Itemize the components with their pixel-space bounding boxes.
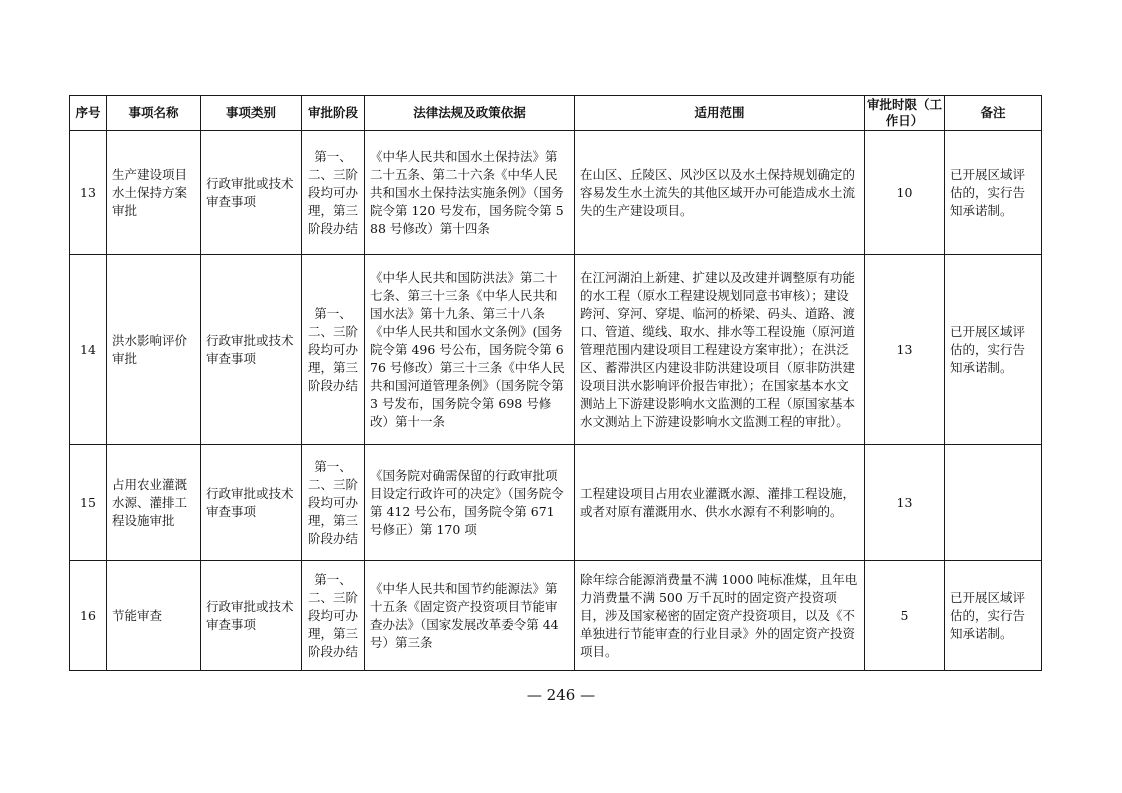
cell-note: 已开展区域评估的，实行告知承诺制。 (945, 255, 1042, 445)
cell-stage: 第一、二、三阶段均可办理，第三阶段办结 (302, 255, 365, 445)
cell-law: 《中华人民共和国节约能源法》第十五条《固定资产投资项目节能审查办法》（国家发展改革委令第 44 号）第三条 (365, 561, 575, 671)
cell-type: 行政审批或技术审查事项 (201, 445, 302, 561)
header-scope: 适用范围 (575, 96, 865, 131)
header-type: 事项类别 (201, 96, 302, 131)
cell-scope: 在江河湖泊上新建、扩建以及改建并调整原有功能的水工程（原水工程建设规划同意书审核）；建设跨河、穿河、穿堤、临河的桥梁、码头、道路、渡口、管道、缆线、取水、排水等工程设施（原河道管理范围内建设项目工程建设方案审批）；在洪泛区、蓄滞洪区内建设非防洪建设项目（原非防洪建设项目洪水影响评价报告审批）；在国家基本水文测站上下游建设影响水文监测的工程（原国家基本水文测站上下游建设影响水文监测工程的审批）。 (575, 255, 865, 445)
table-row (70, 131, 1042, 255)
table-header-row (70, 96, 1042, 131)
cell-note (945, 445, 1042, 561)
table-row (70, 255, 1042, 445)
header-stage: 审批阶段 (302, 96, 365, 131)
cell-law: 《中华人民共和国防洪法》第二十七条、第三十三条《中华人民共和国水法》第十九条、第三十八条《中华人民共和国水文条例》(国务院令第 496 号公布，国务院令第 676 号修改）第三十三条《中华人民共和国河道管理条例》（国务院令第 3 号发布，国务院令第 698 号修改）第十一条 (365, 255, 575, 445)
header-seq: 序号 (70, 96, 107, 131)
table-row (70, 445, 1042, 561)
cell-seq: 14 (70, 255, 107, 445)
cell-type: 行政审批或技术审查事项 (201, 561, 302, 671)
cell-note: 已开展区域评估的，实行告知承诺制。 (945, 131, 1042, 255)
cell-scope: 除年综合能源消费量不满 1000 吨标准煤，且年电力消费量不满 500 万千瓦时的固定资产投资项目，涉及国家秘密的固定资产投资项目，以及《不单独进行节能审查的行业目录》外的固定资产投资项目。 (575, 561, 865, 671)
cell-days: 13 (865, 445, 945, 561)
cell-name: 节能审查 (107, 561, 201, 671)
table-row (70, 561, 1042, 671)
cell-law: 《中华人民共和国水土保持法》第二十五条、第二十六条《中华人民共和国水土保持法实施条例》（国务院令第 120 号发布，国务院令第 588 号修改）第十四条 (365, 131, 575, 255)
cell-note: 已开展区域评估的，实行告知承诺制。 (945, 561, 1042, 671)
cell-seq: 15 (70, 445, 107, 561)
cell-seq: 16 (70, 561, 107, 671)
cell-name: 洪水影响评价审批 (107, 255, 201, 445)
cell-days: 5 (865, 561, 945, 671)
cell-type: 行政审批或技术审查事项 (201, 255, 302, 445)
approval-items-table (69, 95, 1042, 671)
cell-name: 占用农业灌溉水源、灌排工程设施审批 (107, 445, 201, 561)
cell-scope: 工程建设项目占用农业灌溉水源、灌排工程设施，或者对原有灌溉用水、供水水源有不利影响的。 (575, 445, 865, 561)
cell-type: 行政审批或技术审查事项 (201, 131, 302, 255)
cell-stage: 第一、二、三阶段均可办理，第三阶段办结 (302, 131, 365, 255)
cell-days: 10 (865, 131, 945, 255)
cell-name: 生产建设项目水土保持方案审批 (107, 131, 201, 255)
cell-law: 《国务院对确需保留的行政审批项目设定行政许可的决定》（国务院令第 412 号公布，国务院令第 671 号修正）第 170 项 (365, 445, 575, 561)
page-number: — 246 — (526, 686, 596, 704)
header-name: 事项名称 (107, 96, 201, 131)
header-law: 法律法规及政策依据 (365, 96, 575, 131)
header-note: 备注 (945, 96, 1042, 131)
header-days: 审批时限（工作日） (865, 96, 945, 131)
cell-scope: 在山区、丘陵区、风沙区以及水土保持规划确定的容易发生水土流失的其他区域开办可能造成水土流失的生产建设项目。 (575, 131, 865, 255)
cell-stage: 第一、二、三阶段均可办理，第三阶段办结 (302, 445, 365, 561)
cell-days: 13 (865, 255, 945, 445)
cell-seq: 13 (70, 131, 107, 255)
cell-stage: 第一、二、三阶段均可办理，第三阶段办结 (302, 561, 365, 671)
